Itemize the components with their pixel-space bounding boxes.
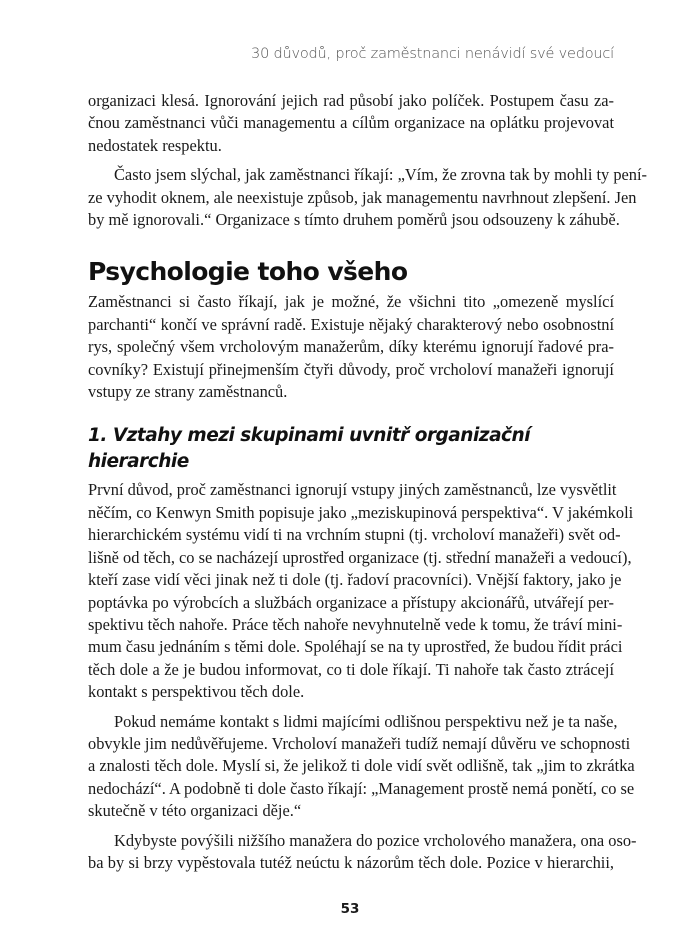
paragraph [88,90,614,157]
text-line: obvykle jim nedůvěřujeme. Vrcholoví manažeři tudíž nemají důvěru ve schopnosti [88,733,631,753]
paragraph [88,830,637,875]
page-body [88,90,647,881]
text-line: vstupy ze strany zaměstnanců. [88,382,288,402]
text-line: Zaměstnanci si často říkají, jak je možné, že všichni tito „omezeně myslící [88,292,614,312]
text-line: organizaci klesá. Ignorování jejich rad působí jako políček. Postupem času za- [88,91,614,110]
running-header-title: 30 důvodů, proč zaměstnanci nenávidí své vedoucí [251,46,614,62]
text-line: a znalosti těch dole. Myslí si, že jelikož ti dole vidí svět odlišně, tak „jim to zkrátka [88,756,635,776]
text-line: nedochází“. A podobně ti dole často říkají: „Management prostě nemá ponětí, co se [88,778,635,798]
paragraph [88,291,614,403]
text-line: by mě ignorovali.“ Organizace s tímto druhem poměrů jsou odsouzeny k záhubě. [88,210,620,230]
text-line: ba by si brzy vypěstovala tutéž neúctu k názorům těch dole. Pozice v hierarchii, [88,852,614,872]
text-line: skutečně v této organizaci děje.“ [88,801,302,821]
paragraph [88,479,634,703]
text-line: čnou zaměstnanci vůči managementu a cílům organizace na oplátku projevovat [88,113,614,133]
text-line: První důvod, proč zaměstnanci ignorují vstupy jiných zaměstnanců, lze vysvětlit [88,480,617,500]
text-line: covníky? Existují přinejmenším čtyři důvody, proč vrcholoví manažeři ignorují [88,359,614,379]
paragraph [88,164,647,231]
text-line: ze vyhodit oknem, ale neexistuje způsob, jak managementu navrhnout zlepšení. Jen [88,187,637,207]
text-line: těch dole a že je budou informovat, co ti dole říkají. Ti nahoře tak často ztrácejí [88,659,614,679]
text-line: něčím, co Kenwyn Smith popisuje jako „meziskupinová perspektiva“. V jakémkoli [88,502,634,522]
text-line: poptávka po výrobcích a službách organizace a přístupy akcionářů, utvářejí per- [88,592,614,612]
section-heading: Psychologie toho všeho [88,257,408,287]
text-line: lišně od těch, co se nacházejí uprostřed organizace (tj. střední manažeři a vedoucí), [88,547,632,567]
text-line: kteří zase vidí věci jinak než ti dole (tj. řadoví pracovníci). Vnější faktory, jako je [88,570,622,590]
text-line: Často jsem slýchal, jak zaměstnanci říkají: „Vím, že zrovna tak by mohli ty pení- [114,165,647,185]
paragraph [88,711,635,823]
page-number: 53 [340,901,360,917]
text-line: kontakt s perspektivou těch dole. [88,682,305,702]
subsection-heading: 1. Vztahy mezi skupinami uvnitř organizační hierarchie [88,425,531,473]
text-line: mum času jednáním s těmi dole. Spoléhají se na ty uprostřed, že budou řídit práci [88,637,623,657]
text-line: spektivu těch nahoře. Práce těch nahoře nevyhnutelně vede k tomu, že tráví mini- [88,614,623,634]
text-line: parchanti“ končí ve správní radě. Existuje nějaký charakterový nebo osobnostní [88,314,614,334]
text-line: Kdybyste povýšili nižšího manažera do pozice vrcholového manažera, ona oso- [114,830,637,850]
text-line: rys, společný všem vrcholovým manažerům, díky kterému ignorují řadové pra- [88,337,614,357]
text-line: hierarchickém systému vidí ti na vrchním stupni (tj. vrcholoví manažeři) svět od- [88,525,621,545]
text-line: Pokud nemáme kontakt s lidmi majícími odlišnou perspektivu než je ta naše, [114,711,618,731]
text-line: nedostatek respektu. [88,135,222,155]
